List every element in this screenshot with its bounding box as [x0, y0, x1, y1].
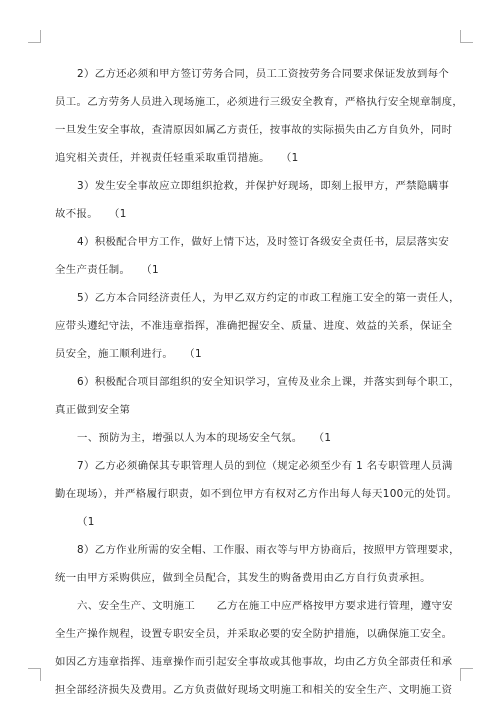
paragraph-line: 4）积极配合甲方工作，做好上情下达，及时签订各级安全责任书，层层落实安 [77, 236, 450, 248]
paragraph-line: 故不报。 （1 [55, 208, 127, 220]
paragraph-line: 2）乙方还必须和甲方签订劳务合同，员工工资按劳务合同要求保证发放到每个 [77, 68, 450, 80]
paragraph-line: 6）积极配合项目部组织的安全知识学习，宣传及业余上课，并落实到每个职工， [77, 376, 460, 388]
paragraph-line: 7）乙方必须确保其专职管理人员的到位（规定必须至少有 1 名专职管理人员满 [77, 460, 453, 472]
paragraph-line: 5）乙方本合同经济责任人，为甲乙双方约定的市政工程施工安全的第一责任人， [77, 292, 460, 304]
paragraph-line: 真正做到安全第 [55, 404, 131, 416]
paragraph-line: 六、安全生产、文明施工 乙方在施工中应严格按甲方要求进行管理，遵守安 [77, 600, 453, 612]
paragraph-line: 员安全，施工顺利进行。 （1 [55, 348, 202, 360]
paragraph-line: 勤在现场），并严格履行职责，如不到位甲方有权对乙方作出每人每天100元的处罚。 [55, 488, 458, 500]
paragraph-line: 一、预防为主，增强以人为本的现场安全气氛。 （1 [77, 432, 332, 444]
paragraph-line: 全生产操作规程，设置专职安全员，并采取必要的安全防护措施，以确保施工安全。 [55, 628, 453, 640]
crop-mark-bottom-left [28, 668, 41, 681]
paragraph-line: 应带头遵纪守法，不准违章指挥，准确把握安全、质量、进度、效益的关系，保证全 [55, 320, 453, 332]
crop-mark-top-left [28, 30, 41, 43]
paragraph-line: 3）发生安全事故应立即组织抢救，并保护好现场，即刻上报甲方，严禁隐瞒事 [77, 180, 450, 192]
paragraph-line: 一旦发生安全事故，查清原因如属乙方责任，按事故的实际损失由乙方自负外，同时 [55, 124, 453, 136]
paragraph-line: （1 [77, 516, 95, 528]
paragraph-line: 统一由甲方采购供应，做到全员配合，其发生的购备费用由乙方自行负责承担。 [55, 572, 431, 584]
crop-mark-bottom-right [460, 668, 473, 681]
paragraph-line: 员工。乙方劳务人员进入现场施工，必须进行三级安全教育，严格执行安全规章制度， [55, 96, 464, 108]
paragraph-line: 8）乙方作业所需的安全帽、工作服、雨衣等与甲方协商后，按照甲方管理要求， [77, 544, 460, 556]
crop-mark-top-right [460, 30, 473, 43]
paragraph-line: 全生产责任制。 （1 [55, 264, 159, 276]
paragraph-line: 担全部经济损失及费用。乙方负责做好现场文明施工和相关的安全生产、文明施工资 [55, 684, 453, 696]
paragraph-line: 追究相关责任，并视责任轻重采取重罚措施。 （1 [55, 152, 299, 164]
paragraph-line: 如因乙方违章指挥、违章操作而引起安全事故或其他事故，均由乙方负全部责任和承 [55, 656, 453, 668]
